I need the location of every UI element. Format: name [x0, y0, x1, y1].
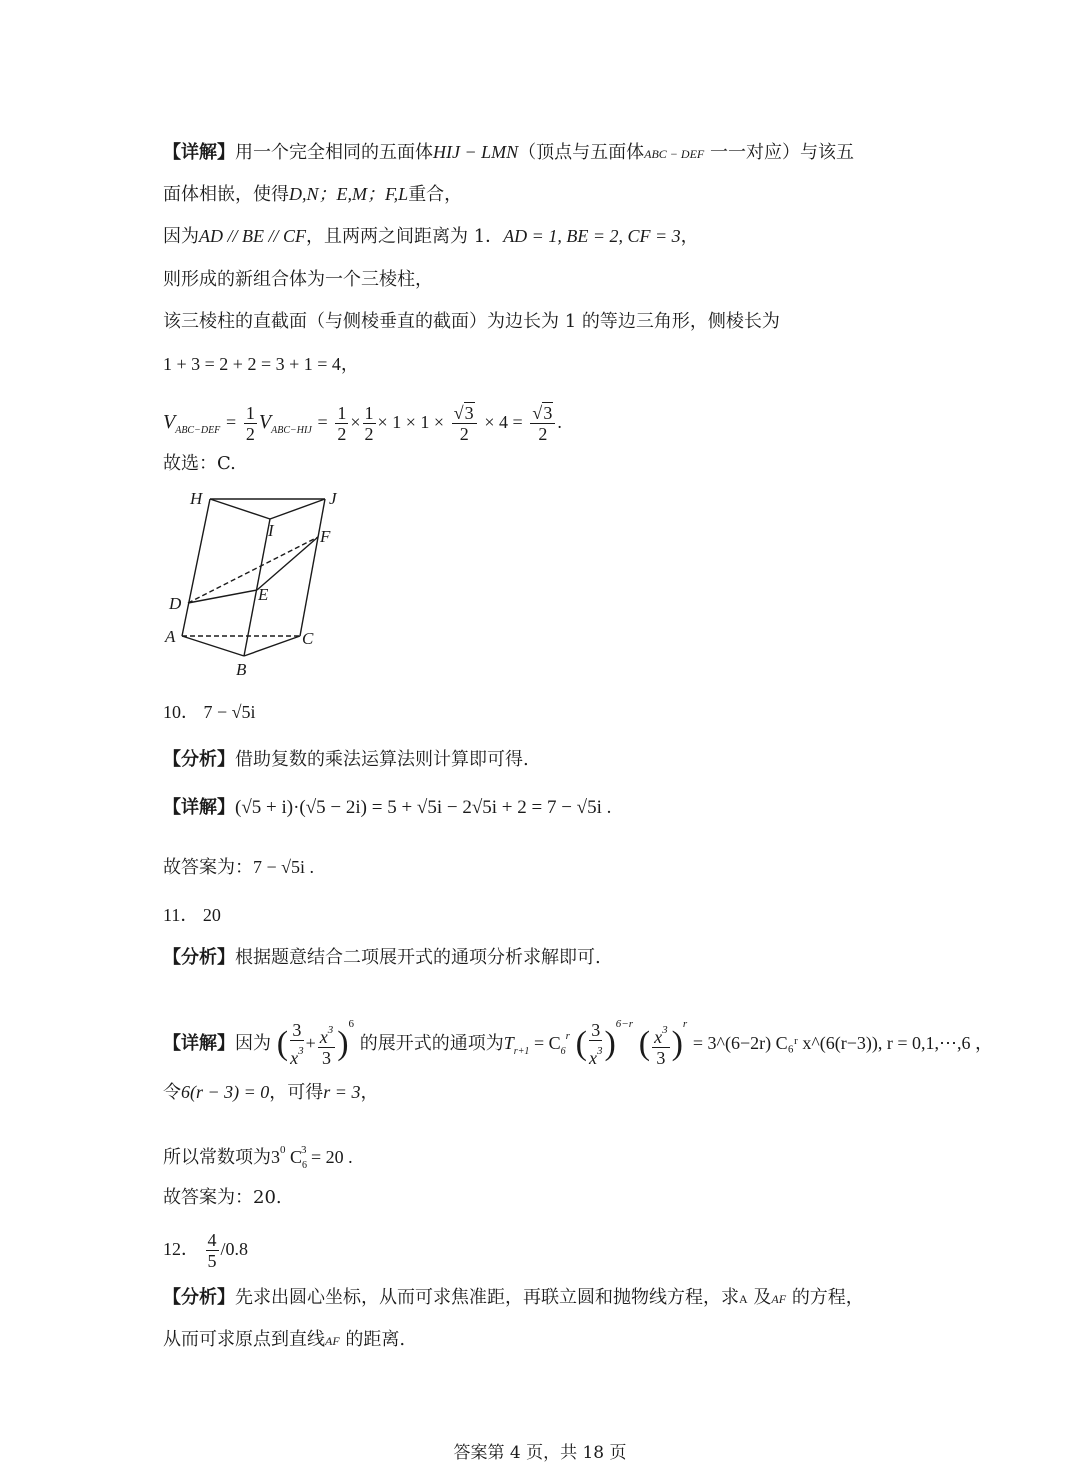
math-eq: 6(r − 3) = 0	[181, 1082, 270, 1102]
num: 4	[207, 1230, 217, 1251]
vertex-label-j: J	[329, 489, 337, 508]
text: 因为	[235, 1033, 271, 1054]
q11-answer-line	[163, 903, 221, 927]
num: 1	[364, 402, 374, 423]
vertex-label-d: D	[169, 594, 182, 613]
text: 面体相嵌，使得	[163, 184, 289, 205]
math-eq: =	[226, 412, 237, 432]
analysis-label: 【分析】	[163, 1287, 235, 1308]
math-lengths: AD = 1, BE = 2, CF = 3	[503, 226, 681, 246]
analysis-label: 【分析】	[163, 947, 235, 968]
math-v: V	[258, 411, 272, 433]
q12-analysis-line2	[163, 1328, 405, 1353]
den: 2	[245, 423, 255, 444]
q12-answer-line	[163, 1226, 248, 1272]
q10-answer-line	[163, 700, 256, 724]
text: 一一对应）与该五	[709, 142, 854, 163]
vertex-label-b: B	[236, 660, 247, 679]
text: ，	[680, 226, 699, 247]
q9-detail-line6: 1 + 3 = 2 + 2 = 3 + 1 = 4，	[163, 354, 359, 374]
vertex-label-a: A	[165, 627, 176, 646]
detail-label: 【详解】	[163, 1033, 235, 1054]
vertex-label-e: E	[258, 585, 269, 604]
text: 重合，	[408, 184, 463, 205]
detail-label: 【详解】	[163, 797, 235, 818]
text: 及	[753, 1287, 772, 1308]
fraction-sqrt3-over-2: $\frac{√3}{2}$	[452, 403, 477, 444]
analysis-text: 根据题意结合二项展开式的通项分析求解即可.	[235, 947, 601, 968]
math-parallel: AD // BE // CF	[199, 226, 306, 246]
q9-volume-formula: $V_{ABC-DEF}$ = $\frac{1}{2}$ $V_{ABC-HIJ}$ = $\frac{1}{2}$ × $\frac{1}{2}$ × 1 × 1 × $\frac{√3}{2}$ × 4 = $\frac{√3}{2}$ .	[163, 402, 562, 444]
radicand: 3	[464, 402, 474, 423]
answer-fraction	[206, 1230, 219, 1271]
vertex-label-i: I	[268, 521, 274, 540]
math-af: AF	[771, 1292, 787, 1306]
question-number: 11．	[163, 905, 199, 925]
fraction-sqrt3-over-2: $\frac{√3}{2}$	[530, 403, 555, 444]
question-number: 12．	[163, 1239, 199, 1259]
den: 2	[459, 423, 469, 444]
math-sub: ABC−HIJ	[271, 425, 312, 436]
text: 所以常数项为	[163, 1147, 271, 1168]
answer: 7 − √5i	[203, 702, 256, 722]
den: 2	[337, 423, 347, 444]
period: .	[557, 412, 562, 432]
q10-analysis	[163, 748, 529, 772]
detail-label: 【详解】	[163, 142, 235, 163]
q9-choice: 故选：C.	[163, 453, 236, 474]
num: 1	[245, 402, 255, 423]
q11-step1	[163, 1080, 378, 1105]
text: 先求出圆心坐标，从而可求焦准距，再联立圆和抛物线方程，求	[235, 1287, 739, 1308]
detail-math: = 3^(6−2r) C₆ʳ x^(6(r−3)), r = 0,1,⋯,6 ，	[692, 1033, 994, 1053]
math-times: × 1 × 1 ×	[377, 412, 445, 432]
q10-final	[163, 855, 314, 880]
vertex-label-h: H	[190, 489, 203, 508]
math-sub: ABC−DEF	[175, 425, 221, 436]
text: 用一个完全相同的五面体	[235, 142, 433, 163]
math-solid-abc-def: ABC − DEF	[644, 147, 705, 161]
text: 的距离.	[345, 1329, 406, 1350]
q12-analysis	[163, 1286, 864, 1311]
den: 2	[364, 423, 374, 444]
math-v: V	[163, 411, 176, 433]
q11-detail: 【详解】因为 ( $\frac{3}{x^3}$ + $\frac{x^3}{3}$ )$^6$ 的展开式的通项为$T_{r+1} = C_6^r$ ( $\frac{3}{x^3}$ )$^{6-r}$ ( $\frac{x^3}{3}$ )$^r$ = 3^(6−2r) C₆ʳ x^(6(r−3)), r = 0,1,⋯,6 ，	[163, 1018, 994, 1068]
vertex-label-f: F	[320, 527, 331, 546]
text: ，	[360, 1082, 379, 1103]
q11-step2: 所以常数项为$3^0$ $C_6^3 = 20$ .	[163, 1144, 353, 1171]
page-footer: 答案第 4 页，共 18 页	[453, 1443, 627, 1463]
text: 从而可求原点到直线	[163, 1329, 325, 1350]
num: 1	[337, 402, 347, 423]
text: ，且两两之间距离为 1．	[306, 226, 504, 247]
text: 令	[163, 1082, 181, 1103]
q10-detail	[163, 796, 611, 820]
question-number: 10．	[163, 702, 199, 722]
text: 因为	[163, 226, 199, 247]
q11-analysis	[163, 946, 601, 970]
math-af: AF	[325, 1334, 340, 1348]
text: 的展开式的通项为	[359, 1033, 504, 1054]
math-times4: × 4 =	[484, 412, 523, 432]
math-r: r = 3	[323, 1082, 361, 1102]
math-vertex-pairs: D,N；E,M；F,L	[289, 184, 409, 204]
math-a: A	[739, 1292, 748, 1306]
final-label: 故答案为：	[163, 857, 253, 878]
answer: 20	[202, 905, 221, 925]
prism-figure	[0, 0, 1080, 700]
vertex-label-c: C	[302, 629, 314, 648]
analysis-text: 借助复数的乘法运算法则计算即可得.	[235, 749, 529, 770]
den: 5	[207, 1251, 217, 1272]
text: （顶点与五面体	[518, 142, 645, 163]
math-eq: =	[317, 412, 328, 432]
q9-detail-line4: 则形成的新组合体为一个三棱柱，	[163, 269, 433, 290]
q11-final: 故答案为：20.	[163, 1187, 282, 1208]
answer-alt: /0.8	[220, 1239, 249, 1259]
final-value: 7 − √5i .	[253, 857, 315, 877]
detail-math: (√5 + i)·(√5 − 2i) = 5 + √5i − 2√5i + 2 = 7 − √5i .	[235, 797, 612, 818]
text: 的方程，	[791, 1287, 864, 1308]
text: ，可得	[269, 1082, 324, 1103]
den: 2	[538, 423, 548, 444]
math-solid-hij-lmn: HIJ − LMN	[433, 142, 519, 162]
q9-detail-line5: 该三棱柱的直截面（与侧棱垂直的截面）为边长为 1 的等边三角形，侧棱长为	[163, 311, 780, 332]
analysis-label: 【分析】	[163, 749, 235, 770]
math-eq: = 20 .	[311, 1147, 353, 1167]
radicand: 3	[543, 402, 553, 423]
